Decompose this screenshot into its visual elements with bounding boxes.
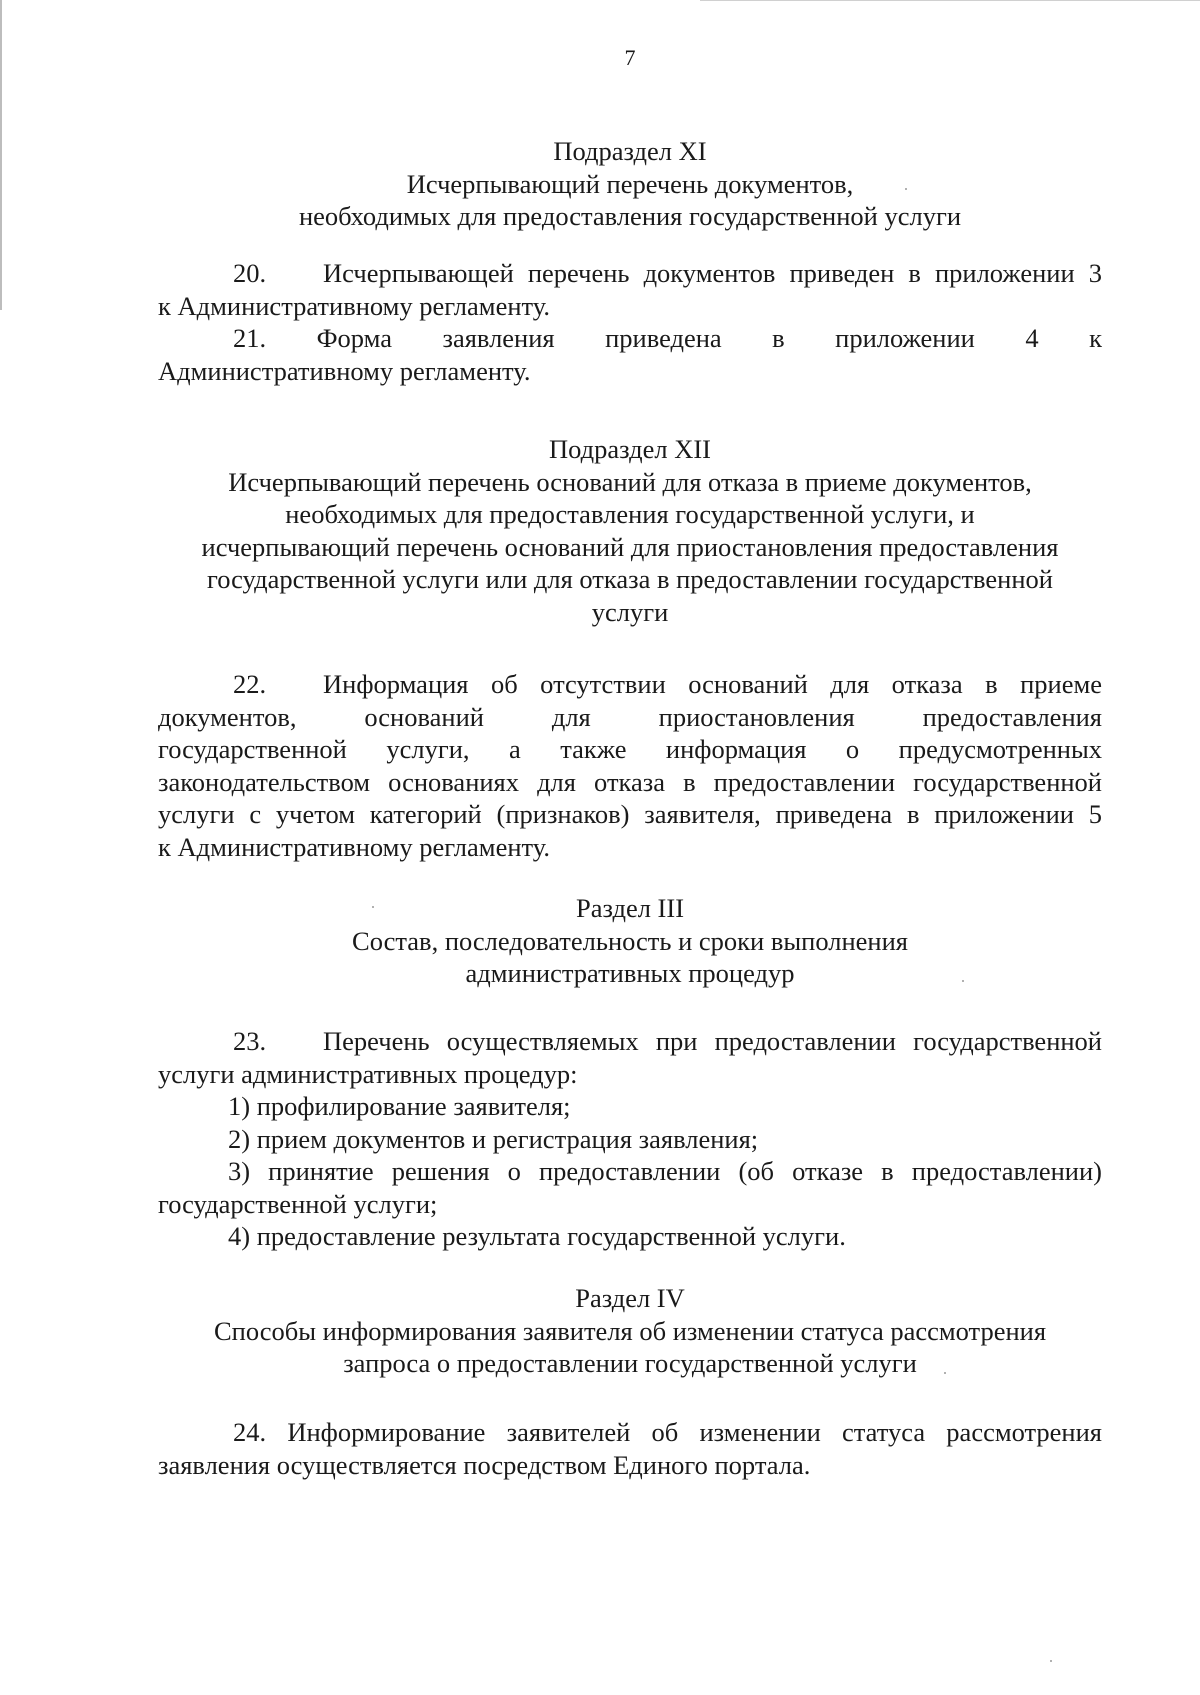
section-3-heading bbox=[158, 892, 1102, 990]
paragraph-20 bbox=[158, 257, 1102, 322]
paragraph-line: 21. Форма заявления приведена в приложении 4 к bbox=[233, 323, 1102, 353]
page-number: 7 bbox=[624, 45, 636, 70]
paragraph-line: 20. Исчерпывающей перечень документов приведен в приложении 3 bbox=[233, 258, 1102, 288]
section-12-subtitle-line: государственной услуги или для отказа в предоставлении государственной bbox=[207, 564, 1053, 594]
paragraph-line: законодательством основаниях для отказа в предоставлении государственной bbox=[158, 766, 1102, 797]
paragraph-line: Административному регламенту. bbox=[158, 355, 531, 386]
section-3-subtitle-line: административных процедур bbox=[465, 958, 795, 988]
section-4-heading bbox=[158, 1282, 1102, 1380]
list-item: 2) прием документов и регистрация заявления; bbox=[228, 1123, 759, 1154]
item-number: 20. bbox=[233, 258, 267, 288]
section-12-subtitle-line: необходимых для предоставления государственной услуги, и bbox=[285, 499, 975, 529]
list-item: государственной услуги; bbox=[158, 1188, 438, 1219]
section-11-subtitle-line: необходимых для предоставления государственной услуги bbox=[298, 201, 962, 231]
scan-left-edge bbox=[0, 0, 2, 310]
paragraph-22 bbox=[158, 668, 1102, 863]
scan-speck bbox=[1050, 1660, 1052, 1662]
section-11-title: Подраздел XI bbox=[553, 136, 707, 166]
paragraph-23 bbox=[158, 1025, 1102, 1253]
section-12-subtitle-line: исчерпывающий перечень оснований для приостановления предоставления bbox=[201, 531, 1059, 562]
scan-speck bbox=[372, 906, 374, 908]
paragraph-line: услуги административных процедур: bbox=[158, 1058, 578, 1089]
section-11-heading bbox=[158, 135, 1102, 233]
list-item: 3) принятие решения о предоставлении (об отказе в предоставлении) bbox=[228, 1156, 1102, 1186]
item-number: 21. bbox=[233, 323, 267, 353]
scan-speck bbox=[962, 980, 964, 982]
paragraph-line: заявления осуществляется посредством Единого портала. bbox=[158, 1449, 811, 1480]
scan-speck bbox=[944, 1372, 946, 1374]
section-12-subtitle-line: услуги bbox=[591, 596, 669, 627]
paragraph-line: документов, оснований для приостановления предоставления bbox=[158, 701, 1102, 732]
section-12-subtitle-line: Исчерпывающий перечень оснований для отказа в приеме документов, bbox=[228, 466, 1032, 497]
section-11-subtitle-line: Исчерпывающий перечень документов, bbox=[406, 168, 854, 199]
item-number: 23. bbox=[233, 1026, 267, 1056]
section-3-subtitle-line: Состав, последовательность и сроки выполнения bbox=[352, 925, 908, 956]
list-item: 4) предоставление результата государственной услуги. bbox=[228, 1221, 846, 1251]
paragraph-line: государственной услуги, а также информация о предусмотренных bbox=[158, 734, 1102, 764]
paragraph-21 bbox=[158, 322, 1102, 387]
section-3-title: Раздел III bbox=[575, 893, 685, 923]
section-4-subtitle-line: Способы информирования заявителя об изменении статуса рассмотрения bbox=[213, 1315, 1047, 1346]
list-item: 1) профилирование заявителя; bbox=[228, 1091, 571, 1121]
section-4-subtitle-line: запроса о предоставлении государственной услуги bbox=[343, 1348, 917, 1378]
paragraph-line: к Административному регламенту. bbox=[158, 831, 550, 862]
paragraph-line: услуги с учетом категорий (признаков) заявителя, приведена в приложении 5 bbox=[158, 799, 1102, 829]
section-4-title: Раздел IV bbox=[575, 1283, 685, 1313]
scan-top-edge bbox=[700, 0, 1200, 1]
paragraph-line: к Административному регламенту. bbox=[158, 290, 550, 321]
section-12-heading bbox=[158, 433, 1102, 628]
paragraph-line: 22. Информация об отсутствии оснований для отказа в приеме bbox=[233, 669, 1102, 699]
item-number: 22. bbox=[233, 669, 267, 699]
paragraph-line: 23. Перечень осуществляемых при предоставлении государственной bbox=[233, 1026, 1102, 1056]
paragraph-line: 24. Информирование заявителей об изменении статуса рассмотрения bbox=[233, 1417, 1102, 1447]
paragraph-24 bbox=[158, 1416, 1102, 1481]
scan-speck bbox=[905, 188, 907, 190]
section-12-title: Подраздел XII bbox=[549, 434, 711, 464]
